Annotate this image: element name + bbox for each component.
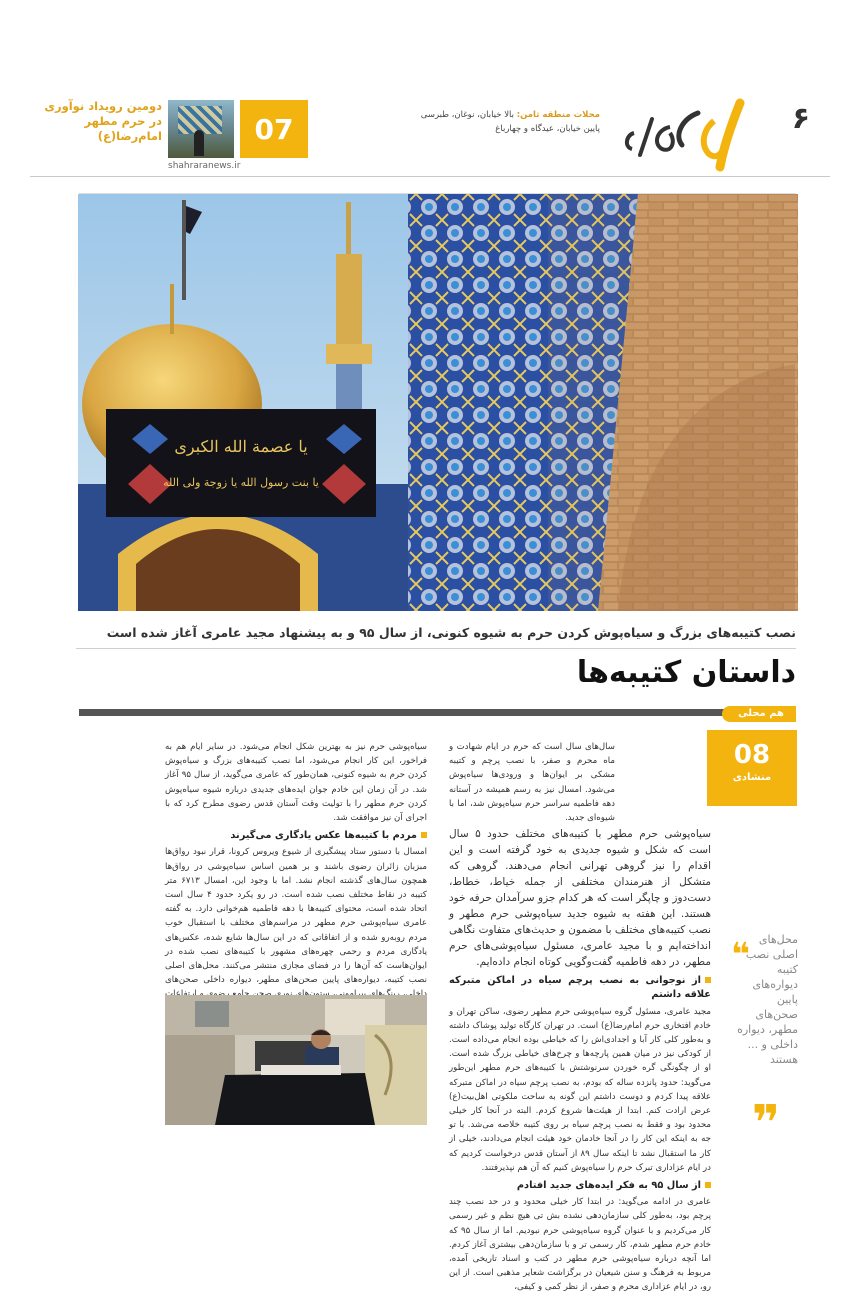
page-header — [30, 95, 830, 177]
banner-line-1: یا عصمة الله الکبری — [174, 437, 308, 456]
tailor-photo — [165, 995, 427, 1125]
site-url[interactable]: shahraranews.ir — [168, 161, 241, 171]
article-intro: سال‌های سال است که حرم در ایام شهادت و ماه محرم و صفر، با نصب پرچم و کتیبه مشکی بر ایوان‌ها و ورودی‌ها سیاه‌پوش می‌شود. امسال نیز به رسم همیشه در آستانه دهه فاطمیه سراسر حرم سیاه‌پوش شد، اما با شیوه‌ای جدید. — [449, 742, 615, 824]
banner-line-2: یا بنت رسول الله یا زوجة ولی الله — [163, 476, 319, 489]
article-paragraph-5: امسال با دستور ستاد پیشگیری از شیوع ویروس کرونا، قرار نبود رواق‌ها مبزبان زائران رضوی باشند و بر همین اساس سیاه‌پوشی در رواق‌ها همچون سال‌های گذشته انجام نشد. اما با وجود این، امسال ۶۷۱۳ متر کتیبه در نقاط مختلف نصب شده است. در رو یکرد حدود ۴ سال است اتحاد شده است، محتوای کتیبه‌ها با دهه فاطمیه هم‌خوانی دارد. به گفته عامری سیاه‌پوشی حرم مطهر در مراسم‌های مختلف با استقبال خوب مردم روبه‌رو شده و از اتفاقاتی که در این سال‌ها شایع شده، عکس‌های یادگاری مردم و رحمی چهره‌های مشهور با کتیبه‌های نصب شده در ایوان‌هاست که آن‌ها را در فضای مجازی منتشر می‌کنند. محل‌های اصلی نصب کتیبه، دیواره‌های پایین صحن‌های مطهر، دیواره داخلی صحن‌های — [165, 847, 428, 986]
article-paragraph-2: مجید عامری، مسئول گروه سیاه‌پوشی حرم مطهر رضوی، ساکن تهران و خادم افتخاری حرم امام‌رضا(ع) است. در تهران کارگاه تولید پوشاک داشته و به‌طور کلی کار آبا و اجدادی‌اش را که خیاطی بوده انجام می‌داده است. از کودکی نیز در میان همین پارچه‌ها و چرخ‌های خیاطی بزرگ شده است. او از چگونگی گره خوردن سرنوشتش با کتیبه‌های حرم مطهر این‌طور می‌گوید: حدود پانزده ساله که بودم، به نصب پرچم سیاه در اماکن متبرکه علاقه پیدا کردم و دوست داشتم این گونه به ساحت ملکوتی اهل‌بیت(ع) عرض ارادت کنم. ابتدا از هیئت‌ها شروع کردم. البته در آنجا کار خیلی محدود بود و فقط به نصب پرچم سیاه بر روی کتیبه خلاصه می‌شد. با تو جه به اینکه این کار را در آنجا خادمان خود هیئت انجام می‌دادند، خیلی از کار ما استقبال نشد تا اینکه سال ۸۹ از آستان قدس درخواست کردیم که در ایام عزاداری تبرک حرم را سیاه‌پوش کنیم که آن هم نپذیرفتند. — [449, 1006, 711, 1173]
subheading-2: از سال ۹۵ به فکر ایده‌های جدید افتادم — [449, 1179, 711, 1193]
hero-right-scene — [408, 194, 798, 611]
teaser-title[interactable]: دومین رویداد نوآوری در حرم مطهر امام‌رضا(ع) — [44, 99, 162, 143]
article-paragraph-3: عامری در ادامه می‌گوید: در ابتدا کار خیلی محدود و در حد نصب چند پرچم بود، به‌طور کلی سازمان‌دهی نشده بش تی هیچ نظم و غیر رسمی کار می‌کردیم و با عنوان گروه سیاه‌پوشی حرم نبودیم. اما از سال ۹۵ که خادم حرم مطهر شدم، کار رسمی تر و با سازمان‌دهی بیشتری آغاز کردم. اما آنچه درباره سیاه‌پوشی حرم مطهر در کتب و اسناد تاریخی آمده، مربوط به فرهنگ و سنن شیعیان در برگزاشت شعایر مذهبی است. از این رو، در ایام عزاداری محرم و صفر، از نظر کمی و کیفی، — [449, 1197, 711, 1293]
teaser-page-number[interactable]: 07 — [240, 100, 308, 158]
article-subtitle: نصب کتیبه‌های بزرگ و سیاه‌پوش کردن حرم به شیوه کنونی، از سال ۹۵ و به پیشنهاد مجید عامری آغاز شده است — [76, 625, 796, 649]
svg-text:شهرآرا محله ثامن: شهرآرا محله ثامن — [605, 95, 613, 96]
district-badge — [707, 730, 797, 806]
badge-label: منشادی — [732, 772, 772, 783]
article-column-right — [449, 740, 711, 1296]
publication-logo — [605, 83, 762, 178]
districts-line-1: بالا خیابان، نوغان، طبرسی — [420, 110, 514, 120]
badge-number: 08 — [733, 740, 771, 770]
pull-quote: محل‌های اصلی نصب کتیبه دیواره‌های پایین صحن‌های مطهر، دیواره داخلی و ... هستند — [737, 933, 798, 1066]
page-number: ۶ — [791, 101, 810, 136]
quote-open-icon: ❝ — [731, 935, 750, 973]
article-headline: داستان کتیبه‌ها — [576, 655, 796, 690]
hero-left-scene — [78, 194, 408, 611]
subheading-3: مردم با کتیبه‌ها عکس یادگاری می‌گیرند — [165, 829, 427, 843]
districts-list — [380, 108, 600, 136]
hero-photo — [79, 193, 796, 610]
districts-line-2: پایین خیابان، عیدگاه و چهارباغ — [495, 124, 600, 134]
divider-bar — [79, 709, 796, 716]
districts-lead: محلات منطقه ثامن: — [516, 110, 600, 120]
article-paragraph-1: سیاه‌پوشی حرم مطهر با کتیبه‌های مختلف حدود ۵ سال است که شکل و شیوه جدیدی به خود گرفته است و این اقدام را نیز گروهی تهرانی انجام می‌دهند. گروهی که متشکل از هنرمندان مختلفی از جمله خیاط، خطاط، دست‌دوز و چاپگر است که هر کدام جزو سرآمدان حرفه خود هستند. این هفته به شیوه جدید سیاه‌پوشی حرم مطهر و نصب کتیبه‌های مختلف با مضمون و حدیث‌های متفاوت نگاهی انداخته‌ایم و با مجید عامری، مسئول سیاه‌پوشی‌های حرم مطهر، در دهه فاطمیه گفت‌وگویی کوتاه انجام داده‌ایم. — [449, 828, 711, 969]
quote-close-icon: ❞ — [751, 1095, 780, 1151]
teaser-thumb-person — [194, 130, 204, 156]
teaser-thumbnail[interactable] — [168, 100, 234, 158]
section-tag[interactable]: هم محلی — [722, 706, 796, 722]
subheading-1: از نوجوانی به نصب پرچم سیاه در اماکن متبرکه علاقه داشتم — [449, 974, 711, 1002]
article-paragraph-4: سیاه‌پوشی حرم نیز به بهترین شکل انجام می‌شود. در سایر ایام هم به فراخور، این کار انجام می‌شود، اما نصب کتیبه‌های بزرگ و سیاه‌پوش کردن حرم به شیوه کنونی، همان‌طور که عامری می‌گوید، از سال ۹۵ آغاز شد. در آن زمان این خادم جوان ایده‌های جدیدی درباره شیوه سیاه‌پوش کردن حرم مطهر را با تولیت وقت آستان قدس رضوی مطرح کرد که با اجرای آن نیز موافقت شد. — [165, 742, 427, 824]
